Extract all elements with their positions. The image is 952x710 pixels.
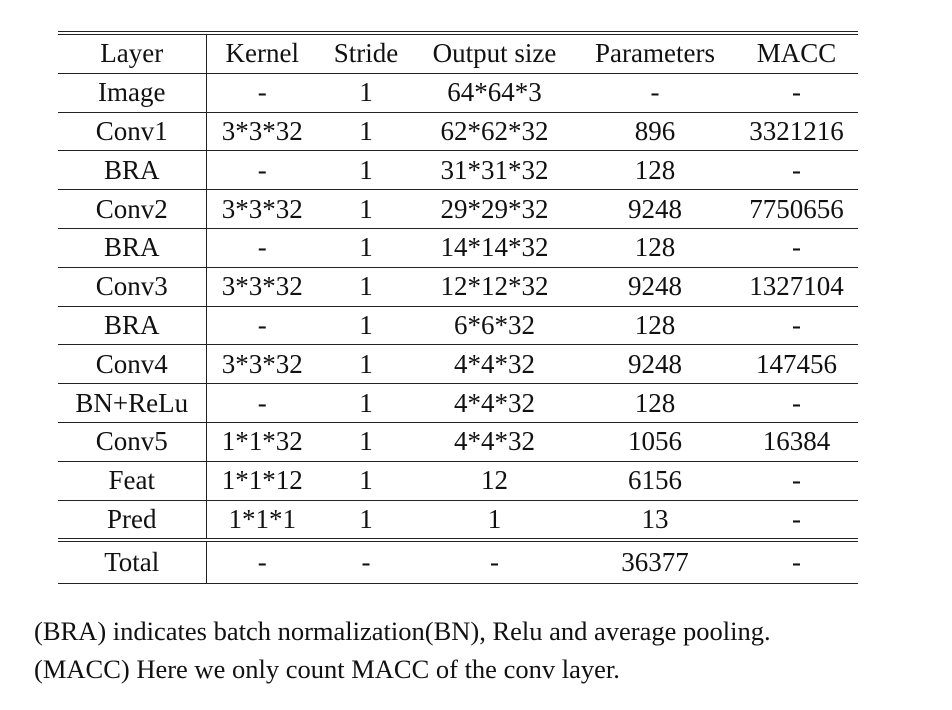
cell-layer: BN+ReLu: [58, 384, 206, 423]
cell-kernel: -: [206, 73, 318, 112]
cell-stride: 1: [318, 190, 414, 229]
cell-output-size: 6*6*32: [414, 306, 575, 345]
cell-parameters: 13: [575, 500, 735, 540]
cell-kernel: -: [206, 306, 318, 345]
total-cell: -: [735, 540, 858, 584]
table-row: [58, 345, 858, 384]
cell-macc: -: [735, 306, 858, 345]
cell-layer: Conv5: [58, 422, 206, 461]
cell-stride: 1: [318, 73, 414, 112]
cell-layer: Pred: [58, 500, 206, 540]
cell-output-size: 12*12*32: [414, 267, 575, 306]
cell-layer: BRA: [58, 228, 206, 267]
table-row: [58, 228, 858, 267]
cell-kernel: 3*3*32: [206, 345, 318, 384]
cell-macc: -: [735, 151, 858, 190]
cell-macc: -: [735, 500, 858, 540]
column-header-macc: MACC: [735, 33, 858, 73]
total-cell: -: [206, 540, 318, 584]
cell-parameters: 1056: [575, 422, 735, 461]
column-header-parameters: Parameters: [575, 33, 735, 73]
cell-output-size: 4*4*32: [414, 345, 575, 384]
table-row: [58, 190, 858, 229]
cell-stride: 1: [318, 228, 414, 267]
cell-kernel: 1*1*32: [206, 422, 318, 461]
cell-macc: 7750656: [735, 190, 858, 229]
cell-stride: 1: [318, 151, 414, 190]
cell-layer: Feat: [58, 461, 206, 500]
cell-output-size: 4*4*32: [414, 422, 575, 461]
column-header-output-size: Output size: [414, 33, 575, 73]
cell-parameters: 9248: [575, 345, 735, 384]
cell-macc: -: [735, 384, 858, 423]
table-notes: [34, 612, 771, 688]
cell-kernel: 3*3*32: [206, 190, 318, 229]
cell-parameters: 6156: [575, 461, 735, 500]
cell-stride: 1: [318, 461, 414, 500]
cell-parameters: 128: [575, 384, 735, 423]
cell-stride: 1: [318, 345, 414, 384]
cell-layer: Conv3: [58, 267, 206, 306]
cell-stride: 1: [318, 306, 414, 345]
cell-parameters: 128: [575, 228, 735, 267]
cell-parameters: 128: [575, 151, 735, 190]
cell-macc: 3321216: [735, 112, 858, 151]
total-cell: -: [318, 540, 414, 584]
cell-stride: 1: [318, 384, 414, 423]
table-row: [58, 267, 858, 306]
cell-parameters: 9248: [575, 267, 735, 306]
cell-output-size: 62*62*32: [414, 112, 575, 151]
table-row: [58, 306, 858, 345]
cell-layer: Image: [58, 73, 206, 112]
cell-stride: 1: [318, 112, 414, 151]
cell-parameters: 896: [575, 112, 735, 151]
cell-parameters: 128: [575, 306, 735, 345]
cell-kernel: -: [206, 228, 318, 267]
column-header-kernel: Kernel: [206, 33, 318, 73]
cell-parameters: -: [575, 73, 735, 112]
column-header-layer: Layer: [58, 33, 206, 73]
cell-kernel: -: [206, 384, 318, 423]
cell-stride: 1: [318, 422, 414, 461]
table-row: [58, 461, 858, 500]
cell-layer: Conv1: [58, 112, 206, 151]
cell-stride: 1: [318, 267, 414, 306]
table-row: [58, 112, 858, 151]
cell-output-size: 1: [414, 500, 575, 540]
cell-output-size: 4*4*32: [414, 384, 575, 423]
cell-output-size: 29*29*32: [414, 190, 575, 229]
table-row: [58, 384, 858, 423]
total-cell: Total: [58, 540, 206, 584]
cell-macc: 16384: [735, 422, 858, 461]
cell-layer: BRA: [58, 151, 206, 190]
note-bra: (BRA) indicates batch normalization(BN), Relu and average pooling.: [34, 616, 771, 646]
cell-layer: Conv2: [58, 190, 206, 229]
network-layer-table: [58, 31, 858, 584]
cell-stride: 1: [318, 500, 414, 540]
total-cell: 36377: [575, 540, 735, 584]
table-row: [58, 422, 858, 461]
cell-macc: -: [735, 461, 858, 500]
cell-macc: -: [735, 73, 858, 112]
cell-output-size: 64*64*3: [414, 73, 575, 112]
cell-output-size: 31*31*32: [414, 151, 575, 190]
total-cell: -: [414, 540, 575, 584]
cell-kernel: 1*1*12: [206, 461, 318, 500]
cell-output-size: 12: [414, 461, 575, 500]
cell-macc: 1327104: [735, 267, 858, 306]
note-macc: (MACC) Here we only count MACC of the conv layer.: [34, 654, 620, 684]
cell-kernel: 1*1*1: [206, 500, 318, 540]
table-row: [58, 73, 858, 112]
table-row: [58, 151, 858, 190]
cell-macc: -: [735, 228, 858, 267]
cell-layer: Conv4: [58, 345, 206, 384]
table-header-row: [58, 33, 858, 73]
cell-kernel: 3*3*32: [206, 267, 318, 306]
table-row: [58, 500, 858, 540]
total-row: [58, 540, 858, 584]
cell-layer: BRA: [58, 306, 206, 345]
cell-kernel: 3*3*32: [206, 112, 318, 151]
cell-kernel: -: [206, 151, 318, 190]
cell-macc: 147456: [735, 345, 858, 384]
column-header-stride: Stride: [318, 33, 414, 73]
cell-output-size: 14*14*32: [414, 228, 575, 267]
cell-parameters: 9248: [575, 190, 735, 229]
